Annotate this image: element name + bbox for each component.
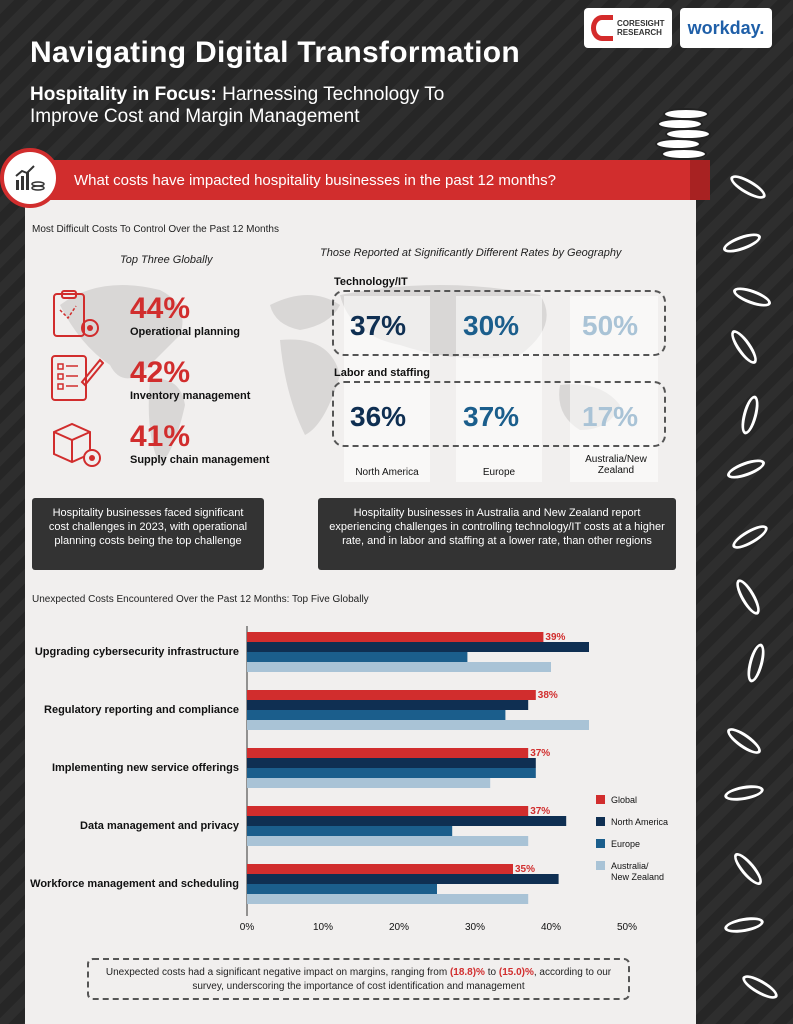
stat-label: Supply chain management: [130, 454, 270, 466]
group-label-technology: Technology/IT: [334, 276, 408, 288]
bar-australia-new-zealand-3: [247, 836, 528, 846]
bar-global-2: [247, 748, 528, 758]
bar-australia-new-zealand-4: [247, 894, 528, 904]
legend-label: Global: [611, 795, 638, 805]
bar-australia-new-zealand-2: [247, 778, 490, 788]
bar-europe-3: [247, 826, 452, 836]
page-title: Navigating Digital Transformation: [30, 36, 520, 69]
legend-swatch: [596, 795, 605, 804]
bar-north-america-1: [247, 700, 528, 710]
x-tick-label: 0%: [239, 922, 255, 933]
x-tick-label: 30%: [464, 922, 486, 933]
group-label-labor: Labor and staffing: [334, 367, 430, 379]
footer-mid: to: [484, 967, 499, 978]
coresight-logo-text: CORESIGHT RESEARCH: [617, 19, 665, 37]
data-label: 39%: [545, 632, 566, 643]
subtitle-bold: Hospitality in Focus:: [30, 84, 217, 105]
footer-pre: Unexpected costs had a significant negative impact on margins, ranging from: [105, 967, 450, 978]
bar-global-3: [247, 806, 528, 816]
top-three-title: Top Three Globally: [120, 254, 213, 266]
legend-label: North America: [611, 817, 669, 827]
tech-anz: 50%: [582, 310, 639, 341]
bar-north-america-4: [247, 874, 559, 884]
subtitle-rest: Harnessing Technology To Improve Cost and Margin Management: [30, 84, 445, 127]
legend-swatch: [596, 839, 605, 848]
x-tick-label: 50%: [616, 922, 638, 933]
question-banner: What costs have impacted hospitality businesses in the past 12 months?: [22, 160, 710, 200]
bar-chart-title: Unexpected Costs Encountered Over the Past 12 Months: Top Five Globally: [32, 594, 369, 605]
footer-value-2: (15.0)%: [498, 967, 534, 978]
category-label: Data management and privacy: [80, 820, 239, 832]
data-label: 35%: [515, 864, 536, 875]
footer-value-1: (18.8)%: [449, 967, 485, 978]
bar-global-0: [247, 632, 543, 642]
labor-europe: 37%: [463, 401, 520, 432]
data-label: 38%: [537, 690, 558, 701]
workday-logo: workday.: [680, 8, 772, 48]
stat-pct: 44%: [130, 292, 191, 325]
x-tick-label: 20%: [388, 922, 410, 933]
geo-title: Those Reported at Significantly Different Rates by Geography: [320, 247, 622, 259]
bar-north-america-2: [247, 758, 536, 768]
stat-pct: 42%: [130, 356, 191, 389]
data-label: 37%: [530, 806, 551, 817]
stat-label: Operational planning: [130, 326, 241, 338]
bar-north-america-3: [247, 816, 566, 826]
category-label: Implementing new service offerings: [51, 762, 239, 774]
category-label: Workforce management and scheduling: [30, 878, 239, 890]
category-label: Upgrading cybersecurity infrastructure: [34, 646, 239, 658]
x-tick-label: 10%: [312, 922, 334, 933]
footer-note: [87, 958, 630, 1000]
stat-pct: 41%: [130, 420, 191, 453]
tech-europe: 30%: [463, 310, 520, 341]
footer-post: , according to our survey, underscoring the importance of cost identification and management: [192, 967, 612, 992]
note-left: Hospitality businesses faced significant cost challenges in 2023, with operational planning costs being the top challenge: [32, 498, 264, 570]
x-tick-label: 40%: [540, 922, 562, 933]
data-label: 37%: [530, 748, 551, 759]
tech-north-america: 37%: [350, 310, 407, 341]
stat-label: Inventory management: [130, 390, 251, 402]
note-right: Hospitality businesses in Australia and New Zealand report experiencing challenges in controlling technology/IT costs at a higher rate, and in labor and staffing at a lower rate, than other regions: [318, 498, 676, 570]
bar-europe-1: [247, 710, 505, 720]
bar-europe-4: [247, 884, 437, 894]
legend-swatch: [596, 861, 605, 870]
region-anz: Australia/New Zealand: [585, 454, 647, 476]
bar-global-4: [247, 864, 513, 874]
difficult-costs-title: Most Difficult Costs To Control Over the Past 12 Months: [32, 224, 279, 235]
labor-north-america: 36%: [350, 401, 407, 432]
bar-australia-new-zealand-1: [247, 720, 589, 730]
bar-north-america-0: [247, 642, 589, 652]
region-north-america: North America: [355, 467, 419, 478]
bar-europe-0: [247, 652, 467, 662]
region-europe: Europe: [482, 467, 516, 478]
legend-swatch: [596, 817, 605, 826]
legend-label: Australia/ New Zealand: [611, 861, 665, 882]
bar-europe-2: [247, 768, 536, 778]
labor-anz: 17%: [582, 401, 639, 432]
legend-label: Europe: [611, 839, 641, 849]
bar-global-1: [247, 690, 536, 700]
category-label: Regulatory reporting and compliance: [44, 704, 239, 716]
bar-australia-new-zealand-0: [247, 662, 551, 672]
